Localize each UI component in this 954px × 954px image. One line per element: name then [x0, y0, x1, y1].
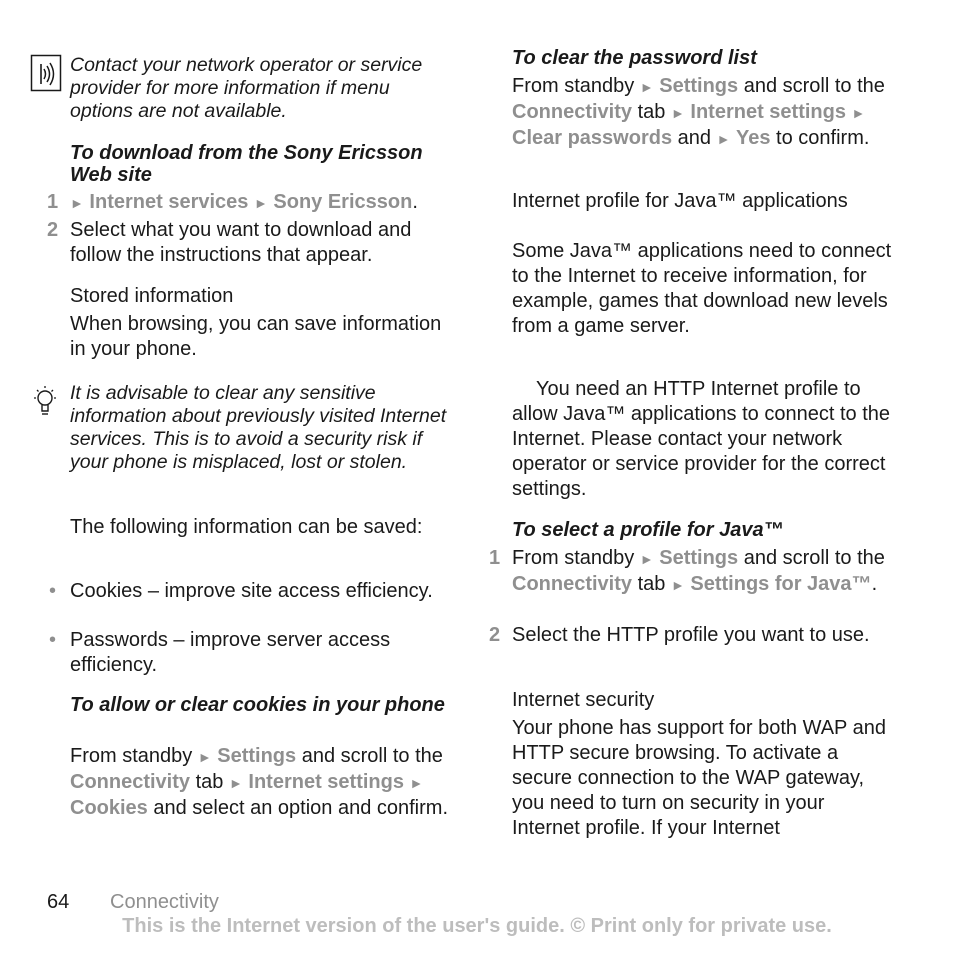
- menu-connectivity: Connectivity: [512, 573, 633, 595]
- java-heading: Internet profile for Java™ applications: [512, 190, 848, 212]
- instruction-text: From standby: [70, 745, 193, 767]
- instruction-text: tab: [637, 573, 666, 595]
- triangle-arrow-icon: ►: [670, 105, 685, 121]
- triangle-arrow-icon: ►: [409, 775, 424, 791]
- instruction-text: tab: [637, 101, 666, 123]
- http-text: You need an HTTP Internet profile to allow Java™ applications to connect to the Internet. Please contact your network operator or service provider for the correct settings.: [512, 378, 890, 500]
- menu-sony-ericsson: Sony Ericsson: [273, 191, 413, 213]
- instruction-text: tab: [195, 771, 224, 793]
- menu-connectivity: Connectivity: [70, 771, 191, 793]
- triangle-arrow-icon: ►: [851, 105, 866, 121]
- footer-disclaimer: This is the Internet version of the user's guide. © Print only for private use.: [122, 915, 832, 937]
- step-number: 2: [489, 624, 501, 646]
- menu-settings: Settings: [217, 745, 297, 767]
- instruction-text: and select an option and confirm.: [153, 797, 449, 819]
- instruction-text: and scroll to the: [743, 547, 885, 569]
- following-text: The following information can be saved:: [70, 516, 423, 538]
- triangle-arrow-icon: ►: [228, 775, 243, 791]
- select-profile-heading: To select a profile for Java™: [512, 519, 784, 541]
- password-instructions: [512, 74, 897, 152]
- list-item-text: Cookies – improve site access efficiency.: [70, 580, 433, 602]
- instruction-text: and scroll to the: [301, 745, 443, 767]
- punctuation: .: [412, 191, 418, 213]
- select-step-2: [489, 623, 897, 648]
- bullet: •: [49, 580, 57, 602]
- menu-connectivity: Connectivity: [512, 101, 633, 123]
- download-heading: To download from the Sony Ericsson Web site: [70, 142, 423, 186]
- download-step-1: [47, 190, 455, 216]
- menu-yes: Yes: [736, 127, 771, 149]
- triangle-arrow-icon: ►: [253, 195, 268, 211]
- signal-note-icon: [30, 54, 62, 92]
- cookies-heading: To allow or clear cookies in your phone: [70, 694, 445, 716]
- instruction-text: From standby: [512, 547, 635, 569]
- step-number: 1: [47, 191, 59, 213]
- instruction-text: From standby: [512, 75, 635, 97]
- punctuation: .: [871, 573, 878, 595]
- step-number: 1: [489, 547, 501, 569]
- list-item-text: Passwords – improve server access efficiency.: [70, 629, 391, 676]
- java-text: Some Java™ applications need to connect to the Internet to receive information, for example, games that download new levels from a game server.: [512, 240, 892, 337]
- menu-settings-for-java: Settings for Java™: [690, 573, 872, 595]
- security-text: Your phone has support for both WAP and HTTP secure browsing. To activate a secure connection to the WAP gateway, you need to turn on security in your Internet profile. If your Internet: [512, 717, 886, 839]
- password-heading: To clear the password list: [512, 47, 757, 69]
- menu-settings: Settings: [659, 75, 739, 97]
- footer-section: Connectivity: [110, 891, 219, 913]
- triangle-arrow-icon: ►: [639, 79, 654, 95]
- download-step-2: [47, 218, 455, 268]
- stored-text: When browsing, you can save information in your phone.: [70, 313, 442, 360]
- instruction-text: and scroll to the: [743, 75, 885, 97]
- menu-internet-services: Internet services: [89, 191, 249, 213]
- menu-internet-settings: Internet settings: [248, 771, 404, 793]
- page-number: 64: [47, 891, 70, 913]
- select-step-1: [489, 546, 897, 598]
- instruction-text: to confirm.: [776, 127, 870, 149]
- lightbulb-tip-icon: [30, 384, 60, 420]
- step-text: Select the HTTP profile you want to use.: [512, 624, 870, 646]
- triangle-arrow-icon: ►: [716, 131, 731, 147]
- triangle-arrow-icon: ►: [670, 577, 685, 593]
- menu-internet-settings: Internet settings: [690, 101, 846, 123]
- menu-clear-passwords: Clear passwords: [512, 127, 673, 149]
- triangle-arrow-icon: ►: [70, 195, 84, 211]
- triangle-arrow-icon: ►: [197, 749, 212, 765]
- menu-cookies: Cookies: [70, 797, 148, 819]
- step-text: Select what you want to download and follow the instructions that appear.: [70, 219, 412, 266]
- security-tip: It is advisable to clear any sensitive information about previously visited Internet services. This is to avoid a security risk if your phone is misplaced, lost or stolen.: [70, 382, 447, 473]
- operator-note: Contact your network operator or service provider for more information if menu options are not available.: [70, 54, 423, 122]
- instruction-text: and: [677, 127, 712, 149]
- security-heading: Internet security: [512, 689, 655, 711]
- triangle-arrow-icon: ►: [639, 551, 654, 567]
- stored-heading: Stored information: [70, 285, 234, 307]
- bullet: •: [49, 629, 57, 651]
- step-number: 2: [47, 219, 59, 241]
- cookies-instructions: [70, 744, 455, 821]
- list-item: [49, 628, 455, 678]
- menu-settings: Settings: [659, 547, 739, 569]
- list-item: [49, 579, 455, 604]
